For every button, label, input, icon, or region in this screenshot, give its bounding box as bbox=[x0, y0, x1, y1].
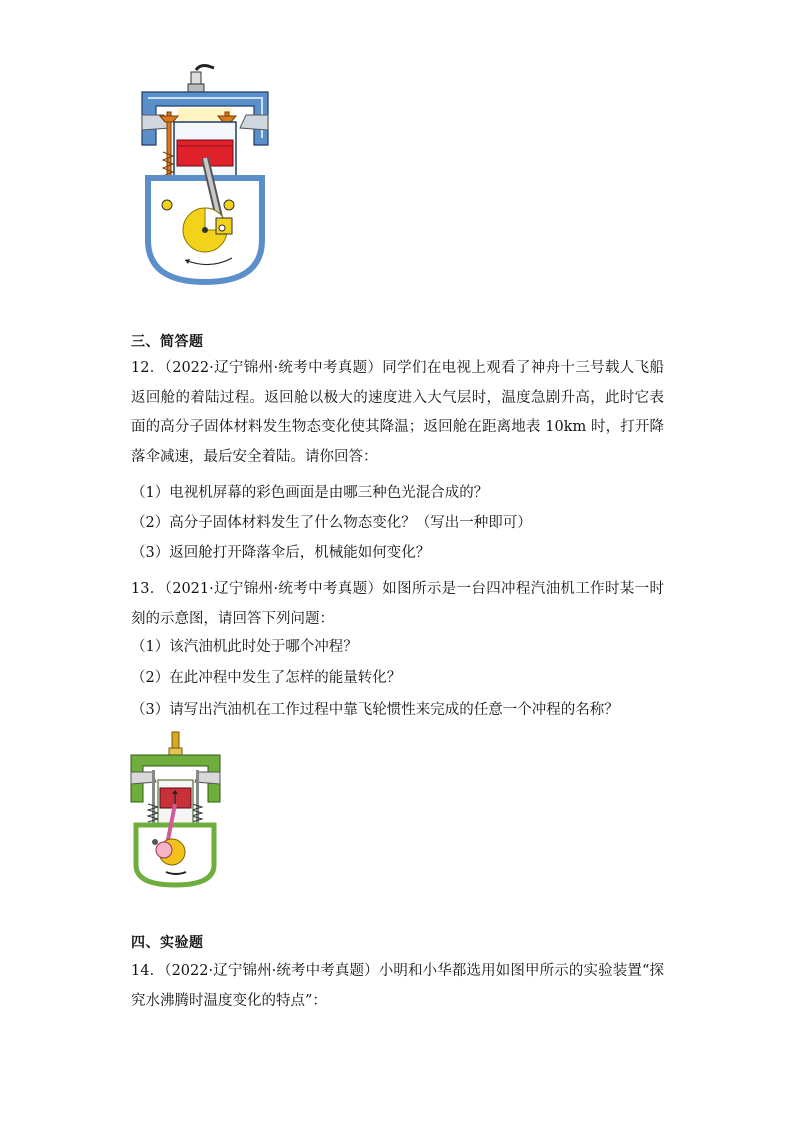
crank-pin bbox=[219, 225, 225, 231]
question-12-sub-3: （3）返回舱打开降落伞后，机械能如何变化？ bbox=[131, 545, 431, 561]
exhaust-cam bbox=[224, 200, 234, 210]
question-13-sub-1: （1）该汽油机此时处于哪个冲程？ bbox=[131, 639, 358, 655]
question-13-sub-2: （2）在此冲程中发生了怎样的能量转化？ bbox=[131, 670, 402, 686]
crankshaft bbox=[202, 227, 208, 233]
spark-plug bbox=[191, 72, 201, 84]
question-14-stem: 14．（2022·辽宁锦州·统考中考真题）小明和小华都选用如图甲所示的实验装置“探究水沸腾时温度变化的特点”： bbox=[131, 963, 664, 1009]
engine-1-svg bbox=[130, 60, 280, 285]
crank-pin-2 bbox=[156, 842, 172, 858]
spark-plug-2-base bbox=[169, 748, 182, 755]
spark-plug-2 bbox=[172, 732, 179, 750]
spark-plug-base bbox=[188, 84, 204, 92]
section-heading-experiment: 四、实验题 bbox=[131, 935, 204, 951]
intake-cam bbox=[162, 200, 172, 210]
question-12-sub-1: （1）电视机屏幕的彩色画面是由哪三种色光混合成的？ bbox=[131, 485, 489, 501]
engine-2-svg bbox=[128, 730, 223, 888]
question-12-stem: 12．（2022·辽宁锦州·统考中考真题）同学们在电视上观看了神舟十三号载人飞船返回舱的着陆过程。返回舱以极大的速度进入大气层时，温度急剧升高，此时它表面的高分子固体材料发生物态变化使其降温；返回舱在距离地表 10km 时，打开降落伞减速，最后安全着陆。请你回答： bbox=[131, 360, 664, 465]
question-13-stem: 13．（2021·辽宁锦州·统考中考真题）如图所示是一台四冲程汽油机工作时某一时刻的示意图，请回答下列问题： bbox=[131, 581, 664, 627]
question-13-sub-3: （3）请写出汽油机在工作过程中靠飞轮惯性来完成的任意一个冲程的名称？ bbox=[131, 702, 619, 718]
engine-diagram-2 bbox=[128, 730, 223, 888]
question-12-sub-2: （2）高分子固体材料发生了什么物态变化？（写出一种即可） bbox=[131, 515, 532, 531]
cam-2 bbox=[152, 839, 158, 845]
exhaust-port bbox=[240, 115, 268, 130]
section-heading-short-answer: 三、简答题 bbox=[131, 334, 204, 350]
plug-wire bbox=[196, 66, 214, 71]
engine-diagram-1 bbox=[130, 60, 280, 285]
